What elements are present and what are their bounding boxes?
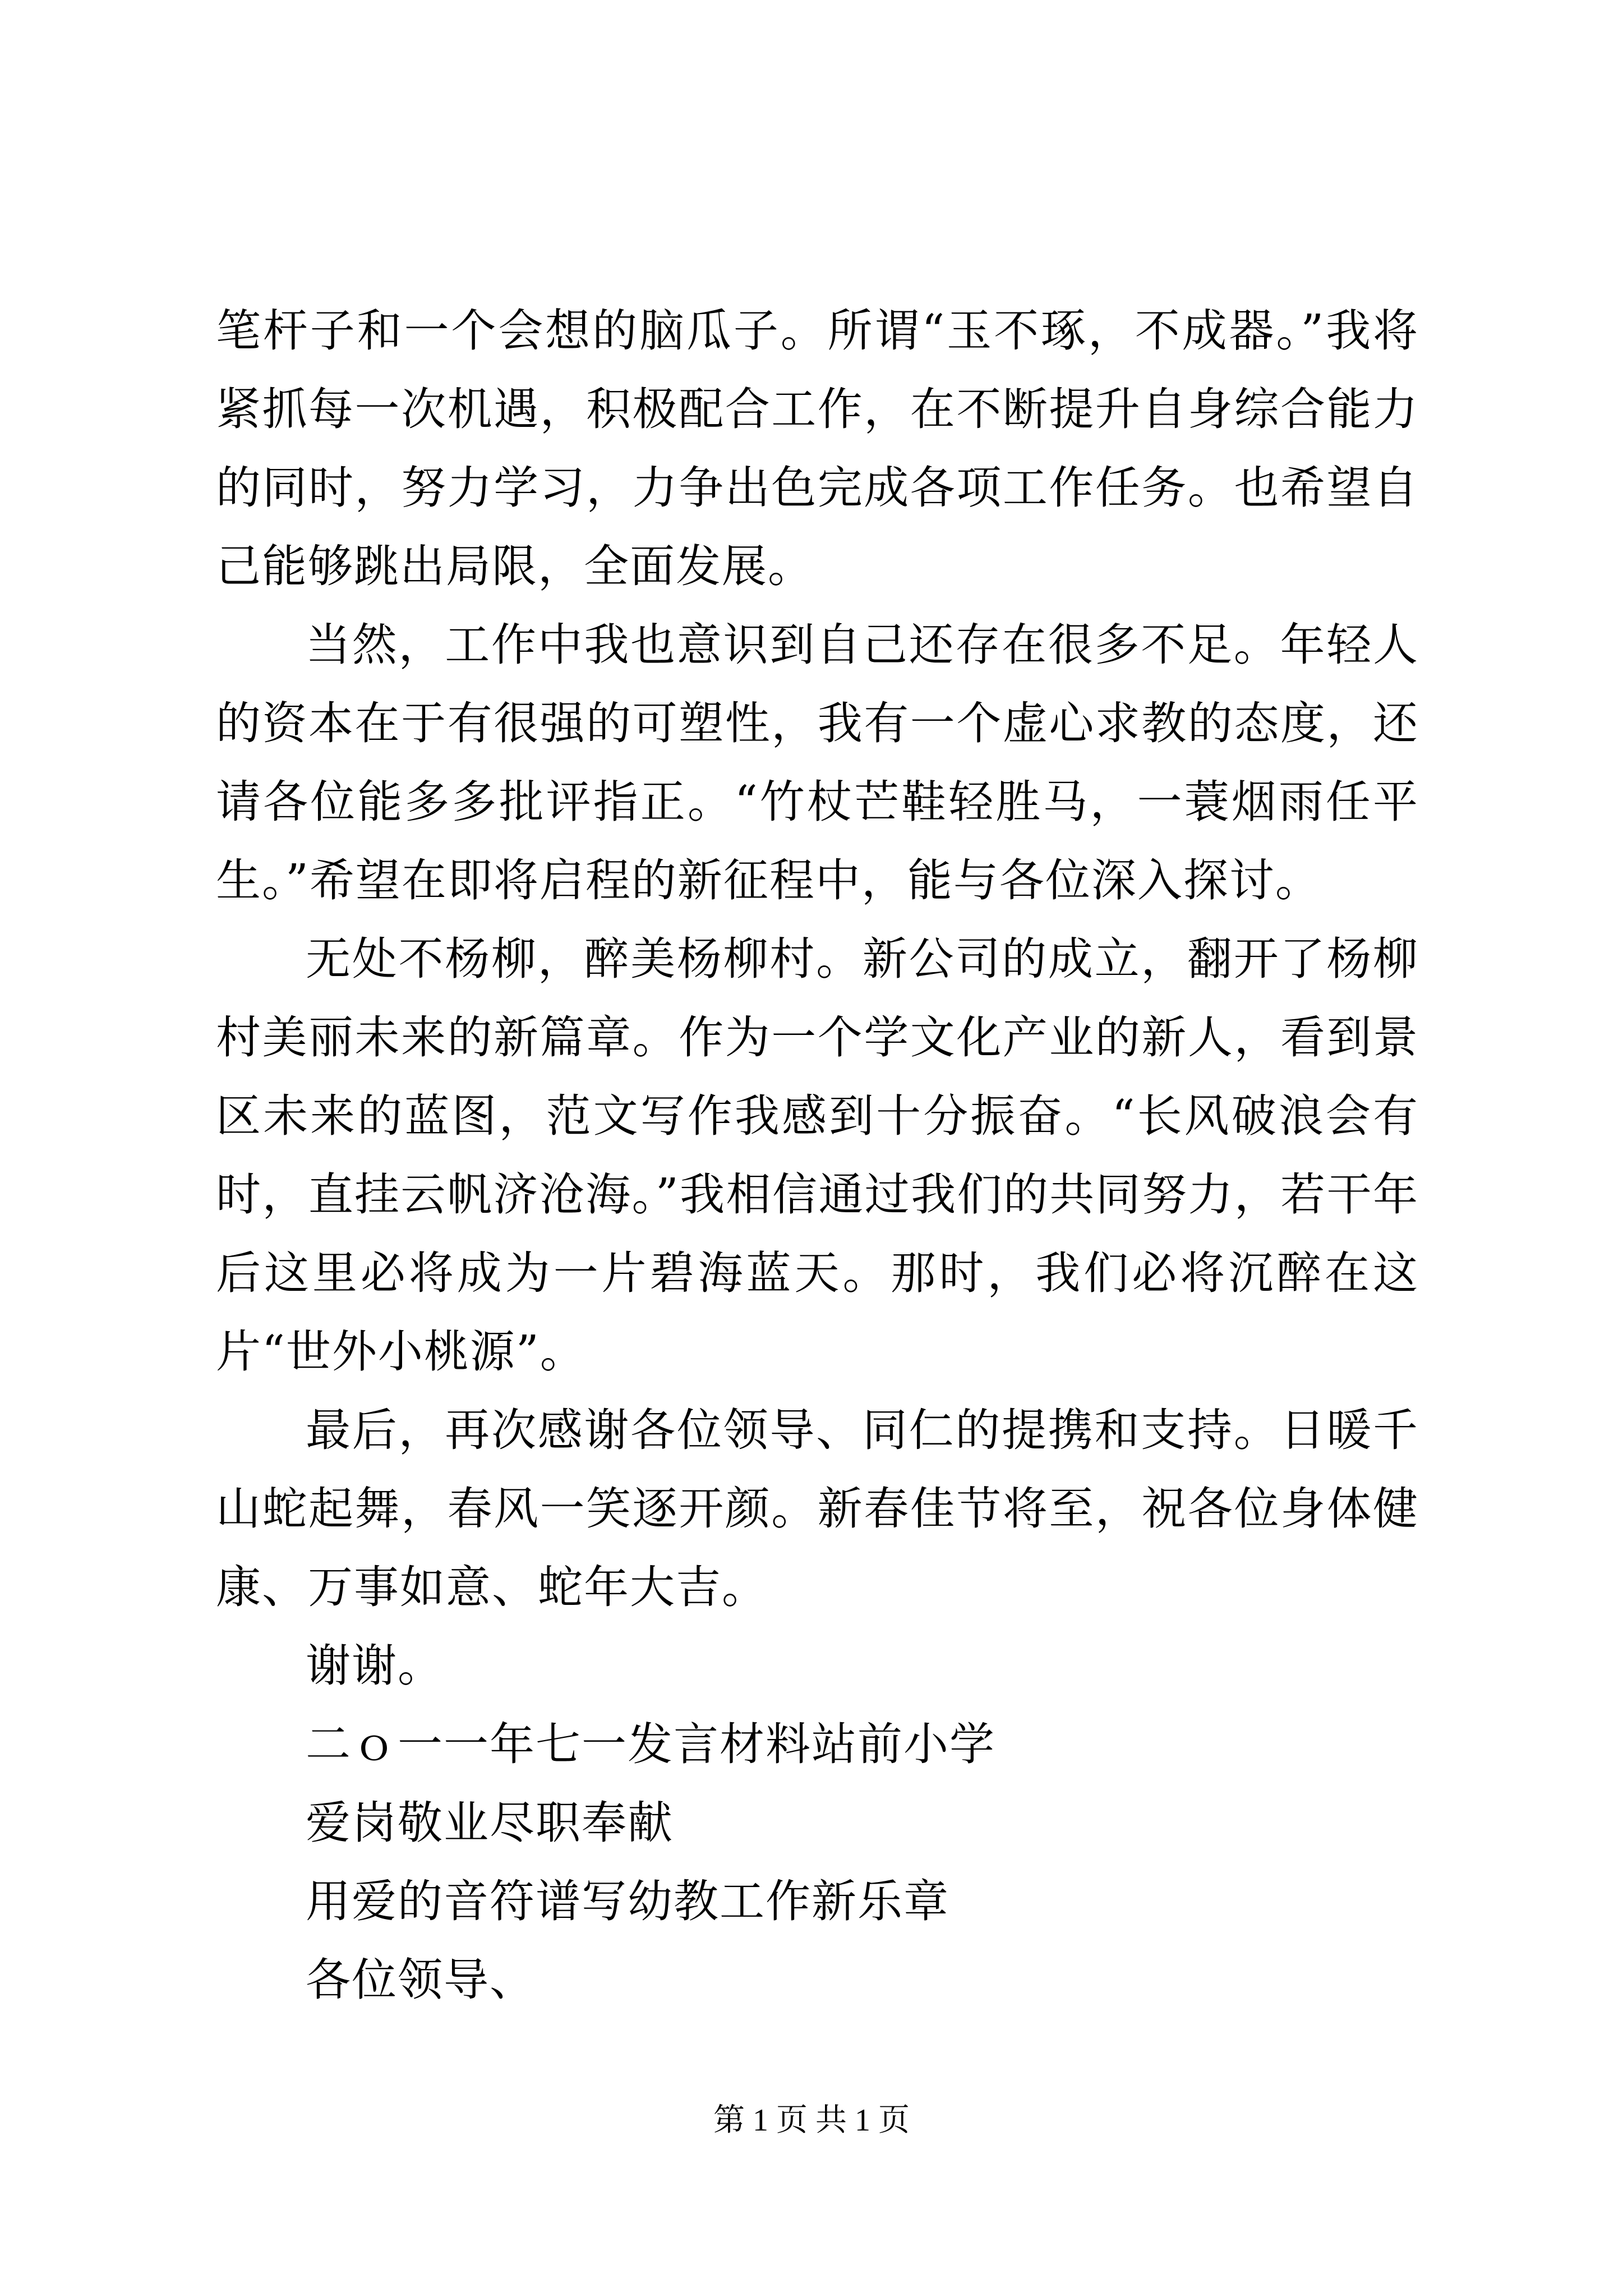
page-footer: 第 1 页 共 1 页 xyxy=(713,2103,910,2138)
paragraph-4: 最后，再次感谢各位领导、同仁的提携和支持。日暖千山蛇起舞，春风一笑逐开颜。新春佳节将至，祝各位身体健康、万事如意、蛇年大吉。 xyxy=(216,1404,1419,1613)
salutation-line: 各位领导、 xyxy=(306,1954,536,2006)
paragraph-1: 笔杆子和一个会想的脑瓜子。所谓“玉不琢，不成器。”我将紧抓每一次机遇，积极配合工作，在不断提升自身综合能力的同时，努力学习，力争出色完成各项工作任务。也希望自己能够跳出局限，全面发展。 xyxy=(216,305,1419,592)
material-title-line: 二ｏ一一年七一发言材料站前小学 xyxy=(306,1718,995,1770)
document-body xyxy=(216,292,1419,2019)
heading-line-2: 用爱的音符谱写幼教工作新乐章 xyxy=(306,1875,949,1927)
paragraph-2: 当然，工作中我也意识到自己还存在很多不足。年轻人的资本在于有很强的可塑性，我有一个虚心求教的态度，还请各位能多多批评指正。“竹杖芒鞋轻胜马，一蓑烟雨任平生。”希望在即将启程的新征程中，能与各位深入探讨。 xyxy=(216,619,1419,907)
paragraph-3: 无处不杨柳，醉美杨柳村。新公司的成立，翻开了杨柳村美丽未来的新篇章。作为一个学文化产业的新人，看到景区未来的蓝图，范文写作我感到十分振奋。“长风破浪会有时，直挂云帆济沧海。”我相信通过我们的共同努力，若干年后这里必将成为一片碧海蓝天。那时，我们必将沉醉在这片“世外小桃源”。 xyxy=(216,933,1419,1378)
thanks-line: 谢谢。 xyxy=(306,1640,444,1692)
heading-line-1: 爱岗敬业尽职奉献 xyxy=(306,1797,674,1849)
